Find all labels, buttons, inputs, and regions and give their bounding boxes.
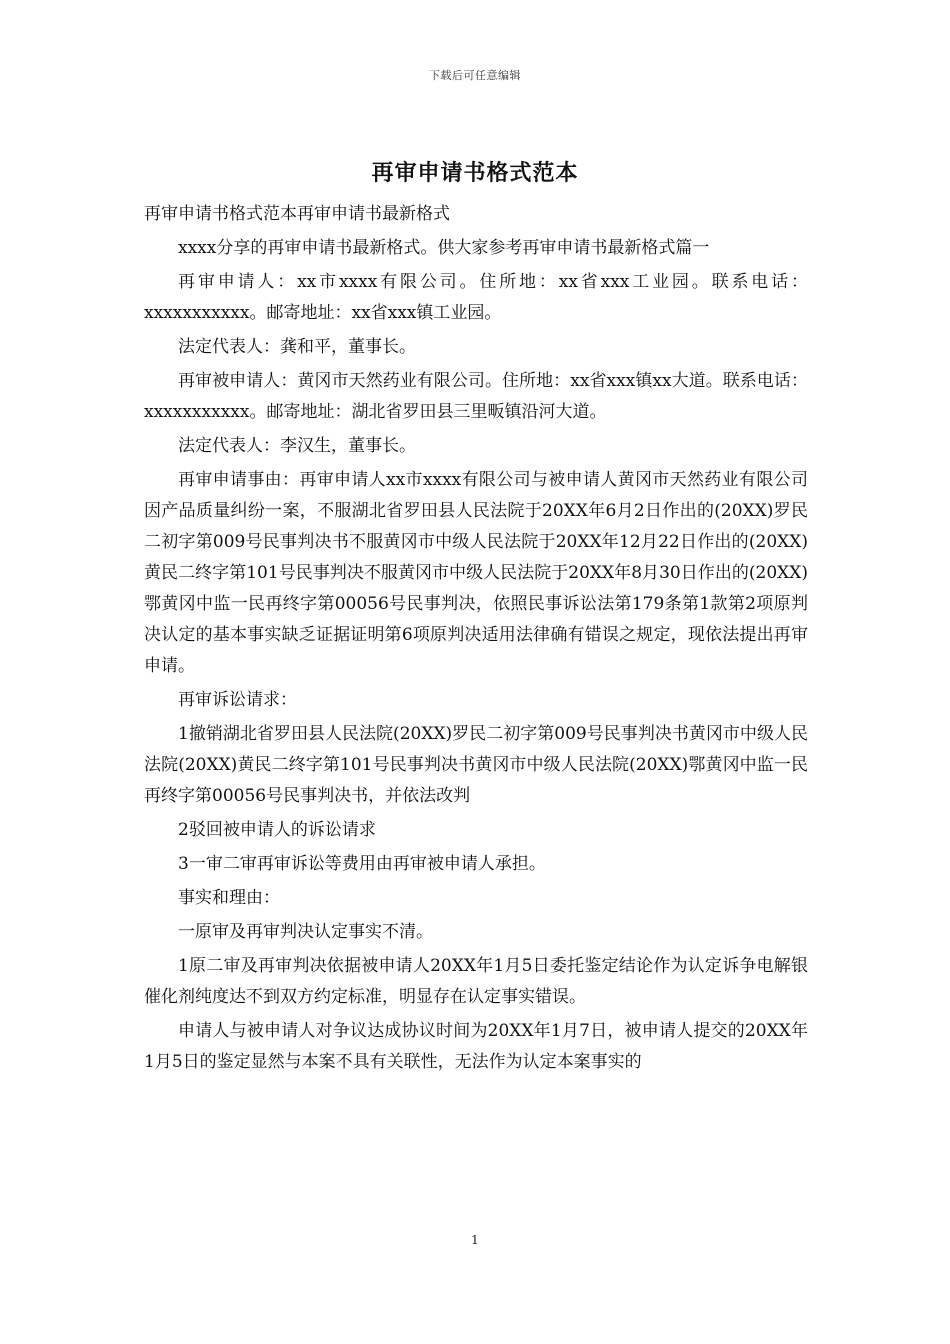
paragraph-facts-subpoint-1: 1原二审及再审判决依据被申请人20XX年1月5日委托鉴定结论作为认定诉争电解银催化剂纯度达不到双方约定标准，明显存在认定事实错误。 xyxy=(144,956,808,1007)
paragraph-respondent: 再审被申请人：黄冈市天然药业有限公司。住所地：xx省xxx镇xx大道。联系电话：xxxxxxxxxxx。邮寄地址：湖北省罗田县三里畈镇沿河大道。 xyxy=(144,371,808,422)
paragraph-facts-heading: 事实和理由： xyxy=(178,888,280,908)
paragraph-respondent-representative: 法定代表人：李汉生，董事长。 xyxy=(178,436,416,456)
paragraph-claim-1: 1撤销湖北省罗田县人民法院(20XX)罗民二初字第009号民事判决书黄冈市中级人民法院(20XX)黄民二终字第101号民事判决书黄冈市中级人民法院(20XX)鄂黄冈中监一民再终字第00056号民事判决书，并依法改判 xyxy=(144,724,808,806)
paragraph-applicant: 再审申请人：xx市xxxx有限公司。住所地：xx省xxx工业园。联系电话：xxxxxxxxxxx。邮寄地址：xx省xxx镇工业园。 xyxy=(144,272,808,323)
paragraph-applicant-representative: 法定代表人：龚和平，董事长。 xyxy=(178,337,416,357)
paragraph-subtitle: 再审申请书格式范本再审申请书最新格式 xyxy=(144,204,450,224)
page-number: 1 xyxy=(471,1233,479,1247)
paragraph-grounds: 再审申请事由：再审申请人xx市xxxx有限公司与被申请人黄冈市天然药业有限公司因产品质量纠纷一案，不服湖北省罗田县人民法院于20XX年6月2日作出的(20XX)罗民二初字第009号民事判决书不服黄冈市中级人民法院于20XX年12月22日作出的(20XX)黄民二终字第101号民事判决不服黄冈市中级人民法院于20XX年8月30日作出的(20XX)鄂黄冈中监一民再终字第00056号民事判决，依照民事诉讼法第179条第1款第2项原判决认定的基本事实缺乏证据证明第6项原判决适用法律确有错误之规定，现依法提出再审申请。 xyxy=(144,470,808,676)
document-body xyxy=(144,199,808,1081)
paragraph-facts-point-1: 一原审及再审判决认定事实不清。 xyxy=(178,922,433,942)
paragraph-facts-detail: 申请人与被申请人对争议达成协议时间为20XX年1月7日，被申请人提交的20XX年1月5日的鉴定显然与本案不具有关联性，无法作为认定本案事实的 xyxy=(144,1021,808,1072)
paragraph-claim-3: 3一审二审再审诉讼等费用由再审被申请人承担。 xyxy=(178,854,546,874)
paragraph-intro: xxxx分享的再审申请书最新格式。供大家参考再审申请书最新格式篇一 xyxy=(178,238,710,258)
header-note: 下载后可任意编辑 xyxy=(429,69,521,82)
paragraph-claim-2: 2驳回被申请人的诉讼请求 xyxy=(178,820,376,840)
document-title: 再审申请书格式范本 xyxy=(371,160,579,186)
paragraph-claims-heading: 再审诉讼请求： xyxy=(178,690,297,710)
